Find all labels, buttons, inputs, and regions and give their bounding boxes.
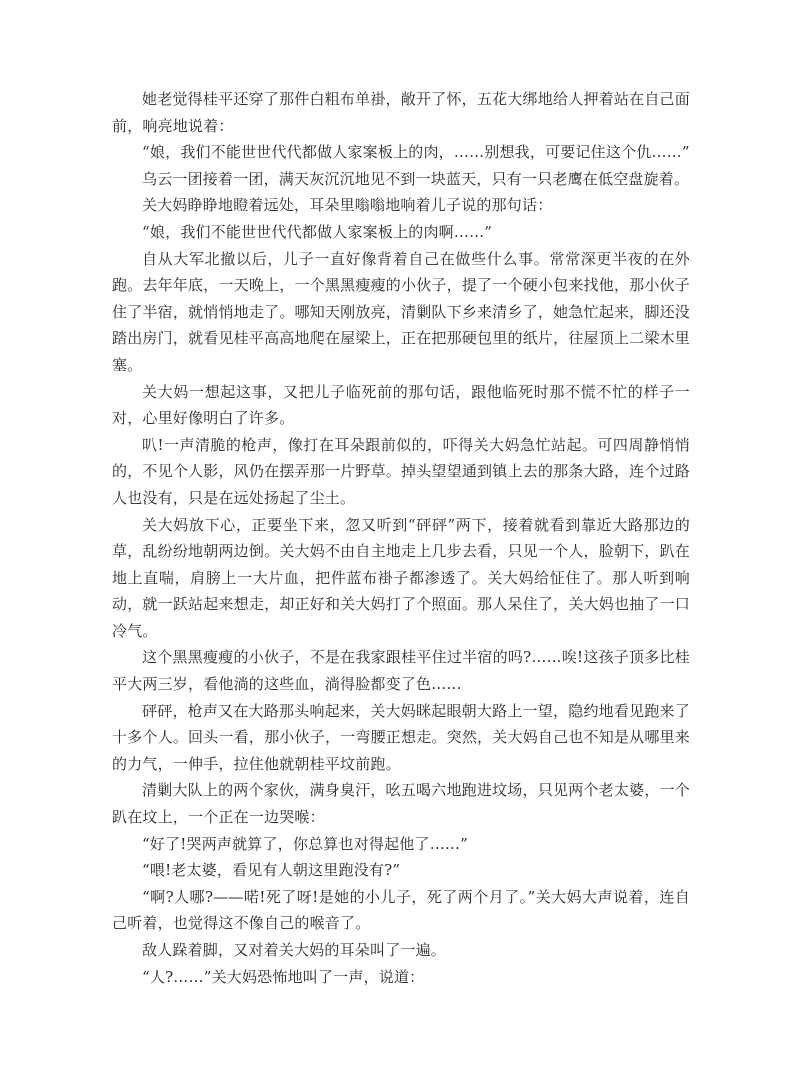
- paragraph: 关大妈睁睁地瞪着远处，耳朵里嗡嗡地响着儿子说的那句话：: [142, 196, 553, 215]
- paragraph: “好了!哭两声就算了，你总算也对得起他了……”: [142, 834, 468, 853]
- paragraph: “娘，我们不能世世代代都做人家案板上的肉啊……”: [142, 222, 493, 241]
- paragraph: 自从大军北撤以后，儿子一直好像背着自己在做些什么事。常常深更半夜的在外跑。去年年底，一天晚上，一个黑黑瘦瘦的小伙子，提了一个硬小包来找他，那小伙子住了半宿，就悄悄地走了。哪知天刚放亮，清剿队下乡来清乡了，她急忙起来，脚还没踏出房门，就看见桂平高高地爬在屋梁上，正在把那硬包里的纸片，往屋顶上二梁木里塞。: [112, 249, 690, 374]
- paragraph: 关大妈放下心，正要坐下来，忽又听到“砰砰”两下，接着就看到靠近大路那边的草，乱纷纷地朝两边倒。关大妈不由自主地走上几步去看，只见一个人，脸朝下，趴在地上直喘，肩膀上一大片血，把件蓝布褂子都渗透了。关大妈给怔住了。那人听到响动，就一跃站起来想走，却正好和关大妈打了个照面。那人呆住了，关大妈也抽了一口冷气。: [112, 515, 690, 640]
- paragraph: “娘，我们不能世世代代都做人家案板上的肉，……别想我，可要记住这个仇……”: [142, 143, 690, 162]
- paragraph: “人?……”关大妈恐怖地叫了一声，说道：: [142, 967, 425, 986]
- paragraph: 关大妈一想起这事，又把儿子临死前的那句话，跟他临死时那不慌不忙的样子一对，心里好像明白了许多。: [112, 382, 690, 428]
- story-text: [112, 86, 690, 990]
- paragraph: “喂!老太婆，看见有人朝这里跑没有?”: [142, 861, 401, 880]
- paragraph: “啊?人哪?——喏!死了呀!是她的小儿子，死了两个月了。”关大妈大声说着，连自己听着，也觉得这不像自己的喉音了。: [112, 887, 690, 933]
- paragraph: 清剿大队上的两个家伙，满身臭汗，吆五喝六地跑进坟场，只见两个老太婆，一个趴在坟上，一个正在一边哭喉：: [112, 781, 690, 827]
- paragraph: 敌人跺着脚，又对着关大妈的耳朵叫了一遍。: [142, 941, 447, 959]
- paragraph: 乌云一团接着一团，满天灰沉沉地见不到一块蓝天，只有一只老鹰在低空盘旋着。: [142, 169, 690, 188]
- paragraph: 砰砰，枪声又在大路那头响起来，关大妈眯起眼朝大路上一望，隐约地看见跑来了十多个人。回头一看，那小伙子，一弯腰正想走。突然，关大妈自己也不知是从哪里来的力气，一伸手，拉住他就朝桂平坟前跑。: [112, 701, 690, 773]
- paragraph: 她老觉得桂平还穿了那件白粗布单褂，敞开了怀，五花大绑地给人押着站在自己面前，响亮地说着：: [112, 90, 690, 135]
- paragraph: 叭!一声清脆的枪声，像打在耳朵跟前似的，吓得关大妈急忙站起。可四周静悄悄的，不见个人影，风仍在摆弄那一片野草。掉头望望通到镇上去的那条大路，连个过路人也没有，只是在远处扬起了尘土。: [112, 435, 690, 507]
- paragraph: 这个黑黑瘦瘦的小伙子，不是在我家跟桂平住过半宿的吗?……唉!这孩子顶多比桂平大两三岁，看他淌的这些血，淌得脸都变了色……: [112, 648, 690, 694]
